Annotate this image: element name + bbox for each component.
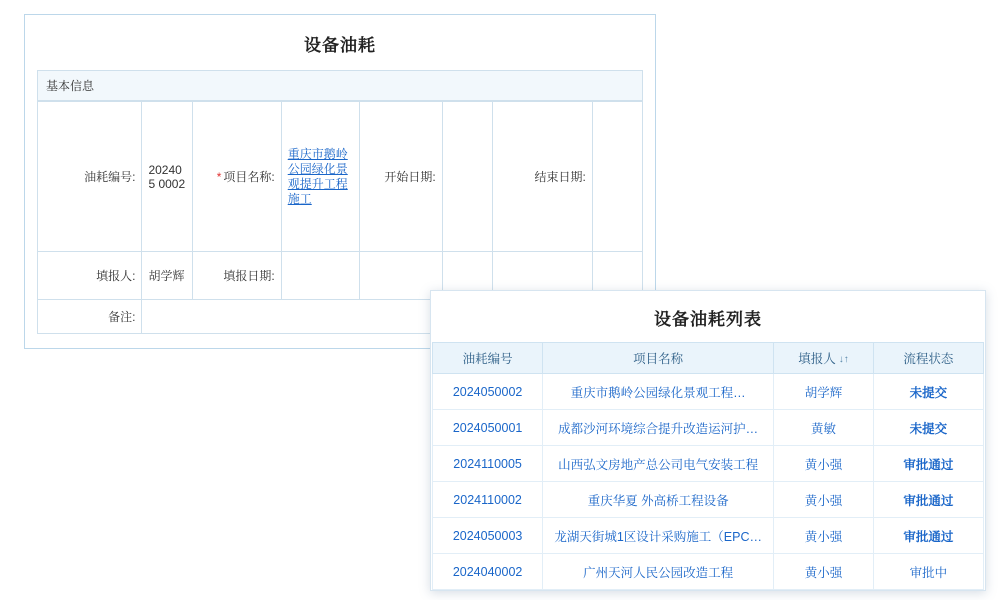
cell-reporter: 黄小强: [774, 482, 874, 518]
cell-project[interactable]: 广州天河人民公园改造工程: [543, 554, 774, 590]
cell-project[interactable]: 重庆华夏 外高桥工程设备: [543, 482, 774, 518]
start-date-value[interactable]: [442, 102, 492, 252]
equipment-fuel-list-panel: [430, 290, 986, 591]
required-asterisk: *: [216, 170, 222, 184]
table-row[interactable]: [433, 410, 984, 446]
cell-code[interactable]: 2024050002: [433, 374, 543, 410]
end-date-label: 结束日期:: [492, 102, 592, 252]
reporter-label: 填报人:: [38, 252, 142, 300]
cell-reporter: 黄敏: [774, 410, 874, 446]
section-basic-info: 基本信息: [37, 70, 643, 101]
form-row-main: [38, 102, 643, 252]
column-header-project[interactable]: [543, 343, 774, 374]
start-date-label: 开始日期:: [360, 102, 443, 252]
table-row[interactable]: [433, 554, 984, 590]
table-row[interactable]: [433, 482, 984, 518]
table-row[interactable]: [433, 374, 984, 410]
status-badge: 审批通过: [873, 482, 983, 518]
cell-project[interactable]: 龙湖天街城1区设计采购施工（EPC…: [543, 518, 774, 554]
list-title: 设备油耗列表: [654, 310, 762, 329]
column-header-reporter-label: 填报人: [798, 352, 836, 366]
cell-project[interactable]: 重庆市鹅岭公园绿化景观工程…: [543, 374, 774, 410]
cell-code[interactable]: 2024040002: [433, 554, 543, 590]
column-header-status-label: 流程状态: [903, 352, 954, 366]
cell-reporter: 黄小强: [774, 554, 874, 590]
cell-code[interactable]: 2024110005: [433, 446, 543, 482]
project-name-link[interactable]: 重庆市鹅岭公园绿化景观提升工程施工: [287, 146, 348, 206]
fuel-code-value: [142, 102, 192, 252]
table-row[interactable]: [433, 518, 984, 554]
remark-label: 备注:: [38, 300, 142, 334]
fuel-list-table: [432, 342, 984, 590]
cell-project[interactable]: 山西弘文房地产总公司电气安装工程: [543, 446, 774, 482]
cell-code[interactable]: 2024110002: [433, 482, 543, 518]
project-name-label: [192, 102, 281, 252]
column-header-code-label: 油耗编号: [462, 352, 513, 366]
cell-reporter: 胡学辉: [774, 374, 874, 410]
column-header-reporter[interactable]: [774, 343, 874, 374]
cell-project[interactable]: 成都沙河环境综合提升改造运河护…: [543, 410, 774, 446]
cell-reporter: 黄小强: [774, 446, 874, 482]
column-header-status[interactable]: [873, 343, 983, 374]
column-header-code[interactable]: [433, 343, 543, 374]
end-date-value[interactable]: [592, 102, 642, 252]
sort-icon[interactable]: ↓↑: [838, 354, 849, 366]
project-name-label-text: 项目名称:: [223, 170, 275, 184]
page-title: 设备油耗: [304, 36, 376, 55]
status-badge: 审批中: [873, 554, 983, 590]
column-header-project-label: 项目名称: [633, 352, 684, 366]
report-date-value[interactable]: [281, 252, 359, 300]
status-badge: 审批通过: [873, 518, 983, 554]
fuel-code-label: 油耗编号:: [38, 102, 142, 252]
fuel-code-text: 202405 0002: [148, 162, 186, 191]
table-row[interactable]: [433, 446, 984, 482]
cell-code[interactable]: 2024050001: [433, 410, 543, 446]
status-badge: 未提交: [873, 410, 983, 446]
report-date-label: 填报日期:: [192, 252, 281, 300]
project-name-value[interactable]: [281, 102, 359, 252]
cell-code[interactable]: 2024050003: [433, 518, 543, 554]
cell-reporter: 黄小强: [774, 518, 874, 554]
reporter-value: 胡学辉: [142, 252, 192, 300]
status-badge: 未提交: [873, 374, 983, 410]
status-badge: 审批通过: [873, 446, 983, 482]
table-header-row: [433, 343, 984, 374]
